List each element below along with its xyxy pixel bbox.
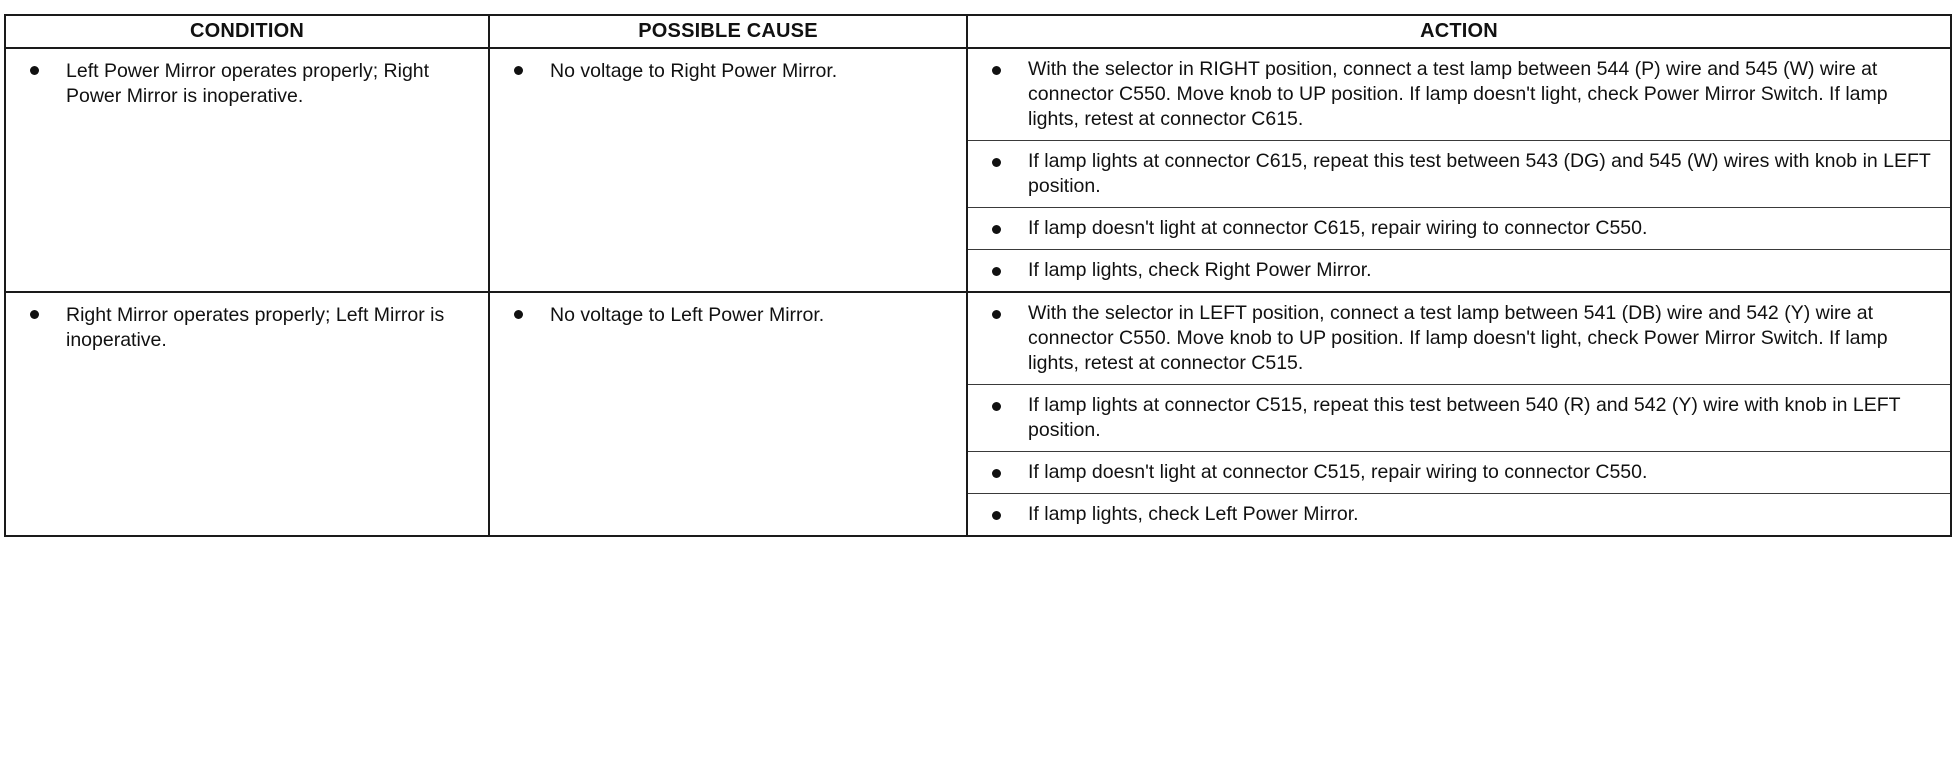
- cause-text: No voltage to Right Power Mirror.: [550, 60, 838, 82]
- action-item: [968, 494, 1950, 535]
- action-item: [968, 208, 1950, 250]
- action-text: If lamp doesn't light at connector C515, repair wiring to connector C550.: [1028, 461, 1648, 483]
- condition-header: CONDITION: [5, 15, 489, 48]
- bullet-icon: [992, 267, 1001, 276]
- action-text: If lamp lights, check Right Power Mirror.: [1028, 259, 1372, 281]
- bullet-icon: [992, 511, 1001, 520]
- action-cell: [967, 292, 1951, 536]
- action-header: ACTION: [967, 15, 1951, 48]
- cause-item: [490, 49, 966, 92]
- action-text: If lamp lights at connector C515, repeat this test between 540 (R) and 542 (Y) wire with knob in LEFT position.: [1028, 394, 1901, 441]
- header-row: [5, 15, 1951, 48]
- cause-text: No voltage to Left Power Mirror.: [550, 304, 825, 326]
- action-item: [968, 385, 1950, 452]
- diagnosis-table: [4, 14, 1952, 537]
- action-text: If lamp doesn't light at connector C615, repair wiring to connector C550.: [1028, 217, 1648, 239]
- bullet-icon: [30, 66, 39, 75]
- table-row: [5, 48, 1951, 292]
- bullet-icon: [992, 469, 1001, 478]
- bullet-icon: [992, 310, 1001, 319]
- cause-cell: [489, 48, 967, 292]
- bullet-icon: [992, 158, 1001, 167]
- bullet-icon: [992, 66, 1001, 75]
- action-text: With the selector in RIGHT position, connect a test lamp between 544 (P) wire and 545 (W) wire at connector C550. Move knob to UP position. If lamp doesn't light, check Power Mirror Switch. If lamp lights, retest at connector C615.: [1028, 58, 1888, 130]
- action-item: [968, 49, 1950, 141]
- bullet-icon: [30, 310, 39, 319]
- action-cell: [967, 48, 1951, 292]
- action-text: With the selector in LEFT position, connect a test lamp between 541 (DB) wire and 542 (Y) wire at connector C550. Move knob to UP position. If lamp doesn't light, check Power Mirror Switch. If lamp lights, retest at connector C515.: [1028, 302, 1888, 374]
- action-item: [968, 293, 1950, 385]
- condition-cell: [5, 48, 489, 292]
- action-text: If lamp lights at connector C615, repeat this test between 543 (DG) and 545 (W) wires with knob in LEFT position.: [1028, 150, 1931, 197]
- condition-text: Right Mirror operates properly; Left Mirror is inoperative.: [66, 304, 445, 351]
- action-item: [968, 250, 1950, 291]
- bullet-icon: [992, 225, 1001, 234]
- table-row: [5, 292, 1951, 536]
- condition-item: [6, 293, 488, 361]
- bullet-icon: [514, 310, 523, 319]
- cause-item: [490, 293, 966, 336]
- bullet-icon: [514, 66, 523, 75]
- condition-cell: [5, 292, 489, 536]
- condition-text: Left Power Mirror operates properly; Right Power Mirror is inoperative.: [66, 60, 430, 107]
- action-text: If lamp lights, check Left Power Mirror.: [1028, 503, 1359, 525]
- action-item: [968, 452, 1950, 494]
- bullet-icon: [992, 402, 1001, 411]
- cause-cell: [489, 292, 967, 536]
- possible-cause-header: POSSIBLE CAUSE: [489, 15, 967, 48]
- condition-item: [6, 49, 488, 117]
- action-item: [968, 141, 1950, 208]
